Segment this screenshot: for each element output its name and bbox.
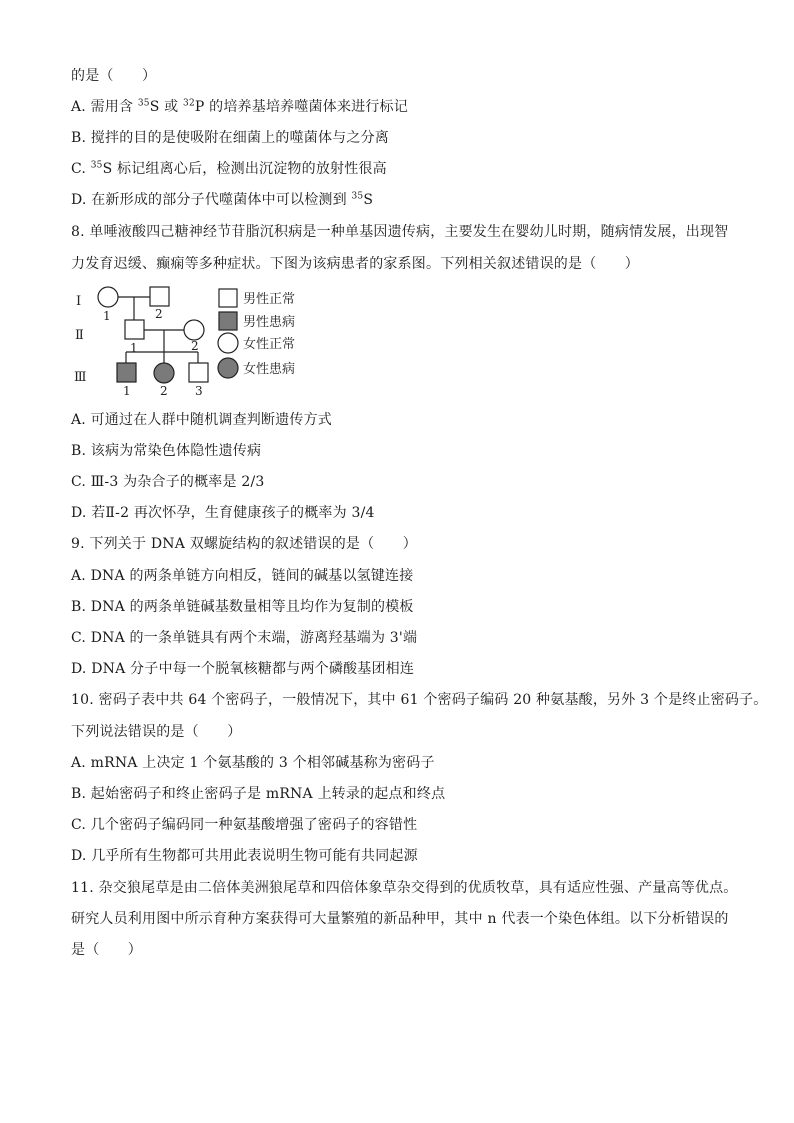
member-number: 2: [155, 307, 163, 321]
member-number: 1: [123, 384, 131, 398]
text-span: S 标记组离心后，检测出沉淀物的放射性很高: [102, 161, 387, 177]
text-span: C. Ⅲ-3 为杂合子的概率是 2/3: [71, 474, 265, 490]
generation-label-1: Ⅰ: [76, 294, 82, 309]
legend-label: 女性患病: [243, 362, 296, 377]
text-span: D. 几乎所有生物都可共用此表说明生物可能有共同起源: [71, 848, 418, 864]
member-number: 2: [160, 384, 168, 398]
text-span: A. mRNA 上决定 1 个氨基酸的 3 个相邻碱基称为密码子: [71, 755, 435, 771]
legend-male-normal-symbol: [219, 289, 237, 307]
member-I2-male-normal: [150, 287, 169, 306]
member-I1-female-normal: [98, 287, 118, 307]
legend-label: 男性患病: [243, 315, 296, 330]
text-span: 是（ ）: [71, 942, 142, 958]
text-span: 力发育迟缓、癫痫等多种症状。下图为该病患者的家系图。下列相关叙述错误的是（ ）: [71, 256, 639, 272]
text-span: A. 需用含: [71, 99, 138, 115]
superscript: 35: [351, 191, 364, 202]
text-span: B. 搅拌的目的是使吸附在细菌上的噬菌体与之分离: [71, 130, 389, 146]
generation-label-2: Ⅱ: [75, 328, 84, 343]
generation-label-3: Ⅲ: [74, 370, 87, 385]
legend-female-affected-symbol: [218, 358, 238, 378]
member-III2-female-affected: [154, 363, 174, 383]
text-span: 下列说法错误的是（ ）: [71, 724, 242, 740]
superscript: 35: [90, 160, 103, 171]
legend-male-affected-symbol: [219, 312, 237, 330]
member-number: 1: [130, 341, 138, 355]
text-span: B. 起始密码子和终止密码子是 mRNA 上转录的起点和终点: [71, 786, 446, 802]
text-span: D. 若Ⅱ-2 再次怀孕，生育健康孩子的概率为 3/4: [71, 505, 375, 521]
text-span: A. DNA 的两条单链方向相反，链间的碱基以氢键连接: [71, 568, 414, 584]
text-span: 研究人员利用图中所示育种方案获得可大量繁殖的新品种甲，其中 n 代表一个染色体组。以下分析错误的: [71, 911, 729, 927]
text-span: B. 该病为常染色体隐性遗传病: [71, 443, 262, 459]
text-span: C.: [71, 161, 91, 177]
text-span: A. 可通过在人群中随机调查判断遗传方式: [71, 412, 333, 428]
member-number: 2: [191, 339, 199, 353]
member-III1-male-affected: [117, 363, 136, 382]
legend-label: 女性正常: [243, 337, 296, 352]
member-III3-male-normal: [189, 363, 208, 382]
superscript: 32: [183, 98, 195, 109]
text-span: P 的培养基培养噬菌体来进行标记: [194, 99, 408, 115]
member-II2-female-normal: [184, 320, 204, 340]
member-number: 3: [195, 384, 203, 398]
text-span: 的是（ ）: [71, 68, 157, 84]
superscript: 35: [137, 98, 150, 109]
text-span: S 或: [149, 99, 184, 115]
member-number: 1: [103, 309, 111, 323]
text-span: C. 几个密码子编码同一种氨基酸增强了密码子的容错性: [71, 817, 418, 833]
text-span: 10. 密码子表中共 64 个密码子，一般情况下，其中 61 个密码子编码 20 种氨基酸，另外 3 个是终止密码子。: [71, 692, 768, 708]
text-span: D. 在新形成的部分子代噬菌体中可以检测到: [71, 192, 352, 208]
member-II1-male-normal: [125, 320, 144, 339]
text-span: 11. 杂交狼尾草是由二倍体美洲狼尾草和四倍体象草杂交得到的优质牧草，具有适应性强、产量高等优点。: [71, 880, 738, 896]
text-span: B. DNA 的两条单链碱基数量相等且均作为复制的模板: [71, 599, 414, 615]
text-span: S: [363, 192, 374, 208]
text-span: C. DNA 的一条单链具有两个末端，游离羟基端为 3'端: [71, 630, 418, 646]
text-span: 9. 下列关于 DNA 双螺旋结构的叙述错误的是（ ）: [71, 536, 417, 552]
legend-female-normal-symbol: [218, 333, 238, 353]
text-span: 8. 单唾液酸四己糖神经节苷脂沉积病是一种单基因遗传病，主要发生在婴幼儿时期，随病情发展，出现智: [71, 224, 729, 240]
text-span: D. DNA 分子中每一个脱氧核糖都与两个磷酸基团相连: [71, 661, 415, 677]
legend-label: 男性正常: [243, 292, 296, 307]
